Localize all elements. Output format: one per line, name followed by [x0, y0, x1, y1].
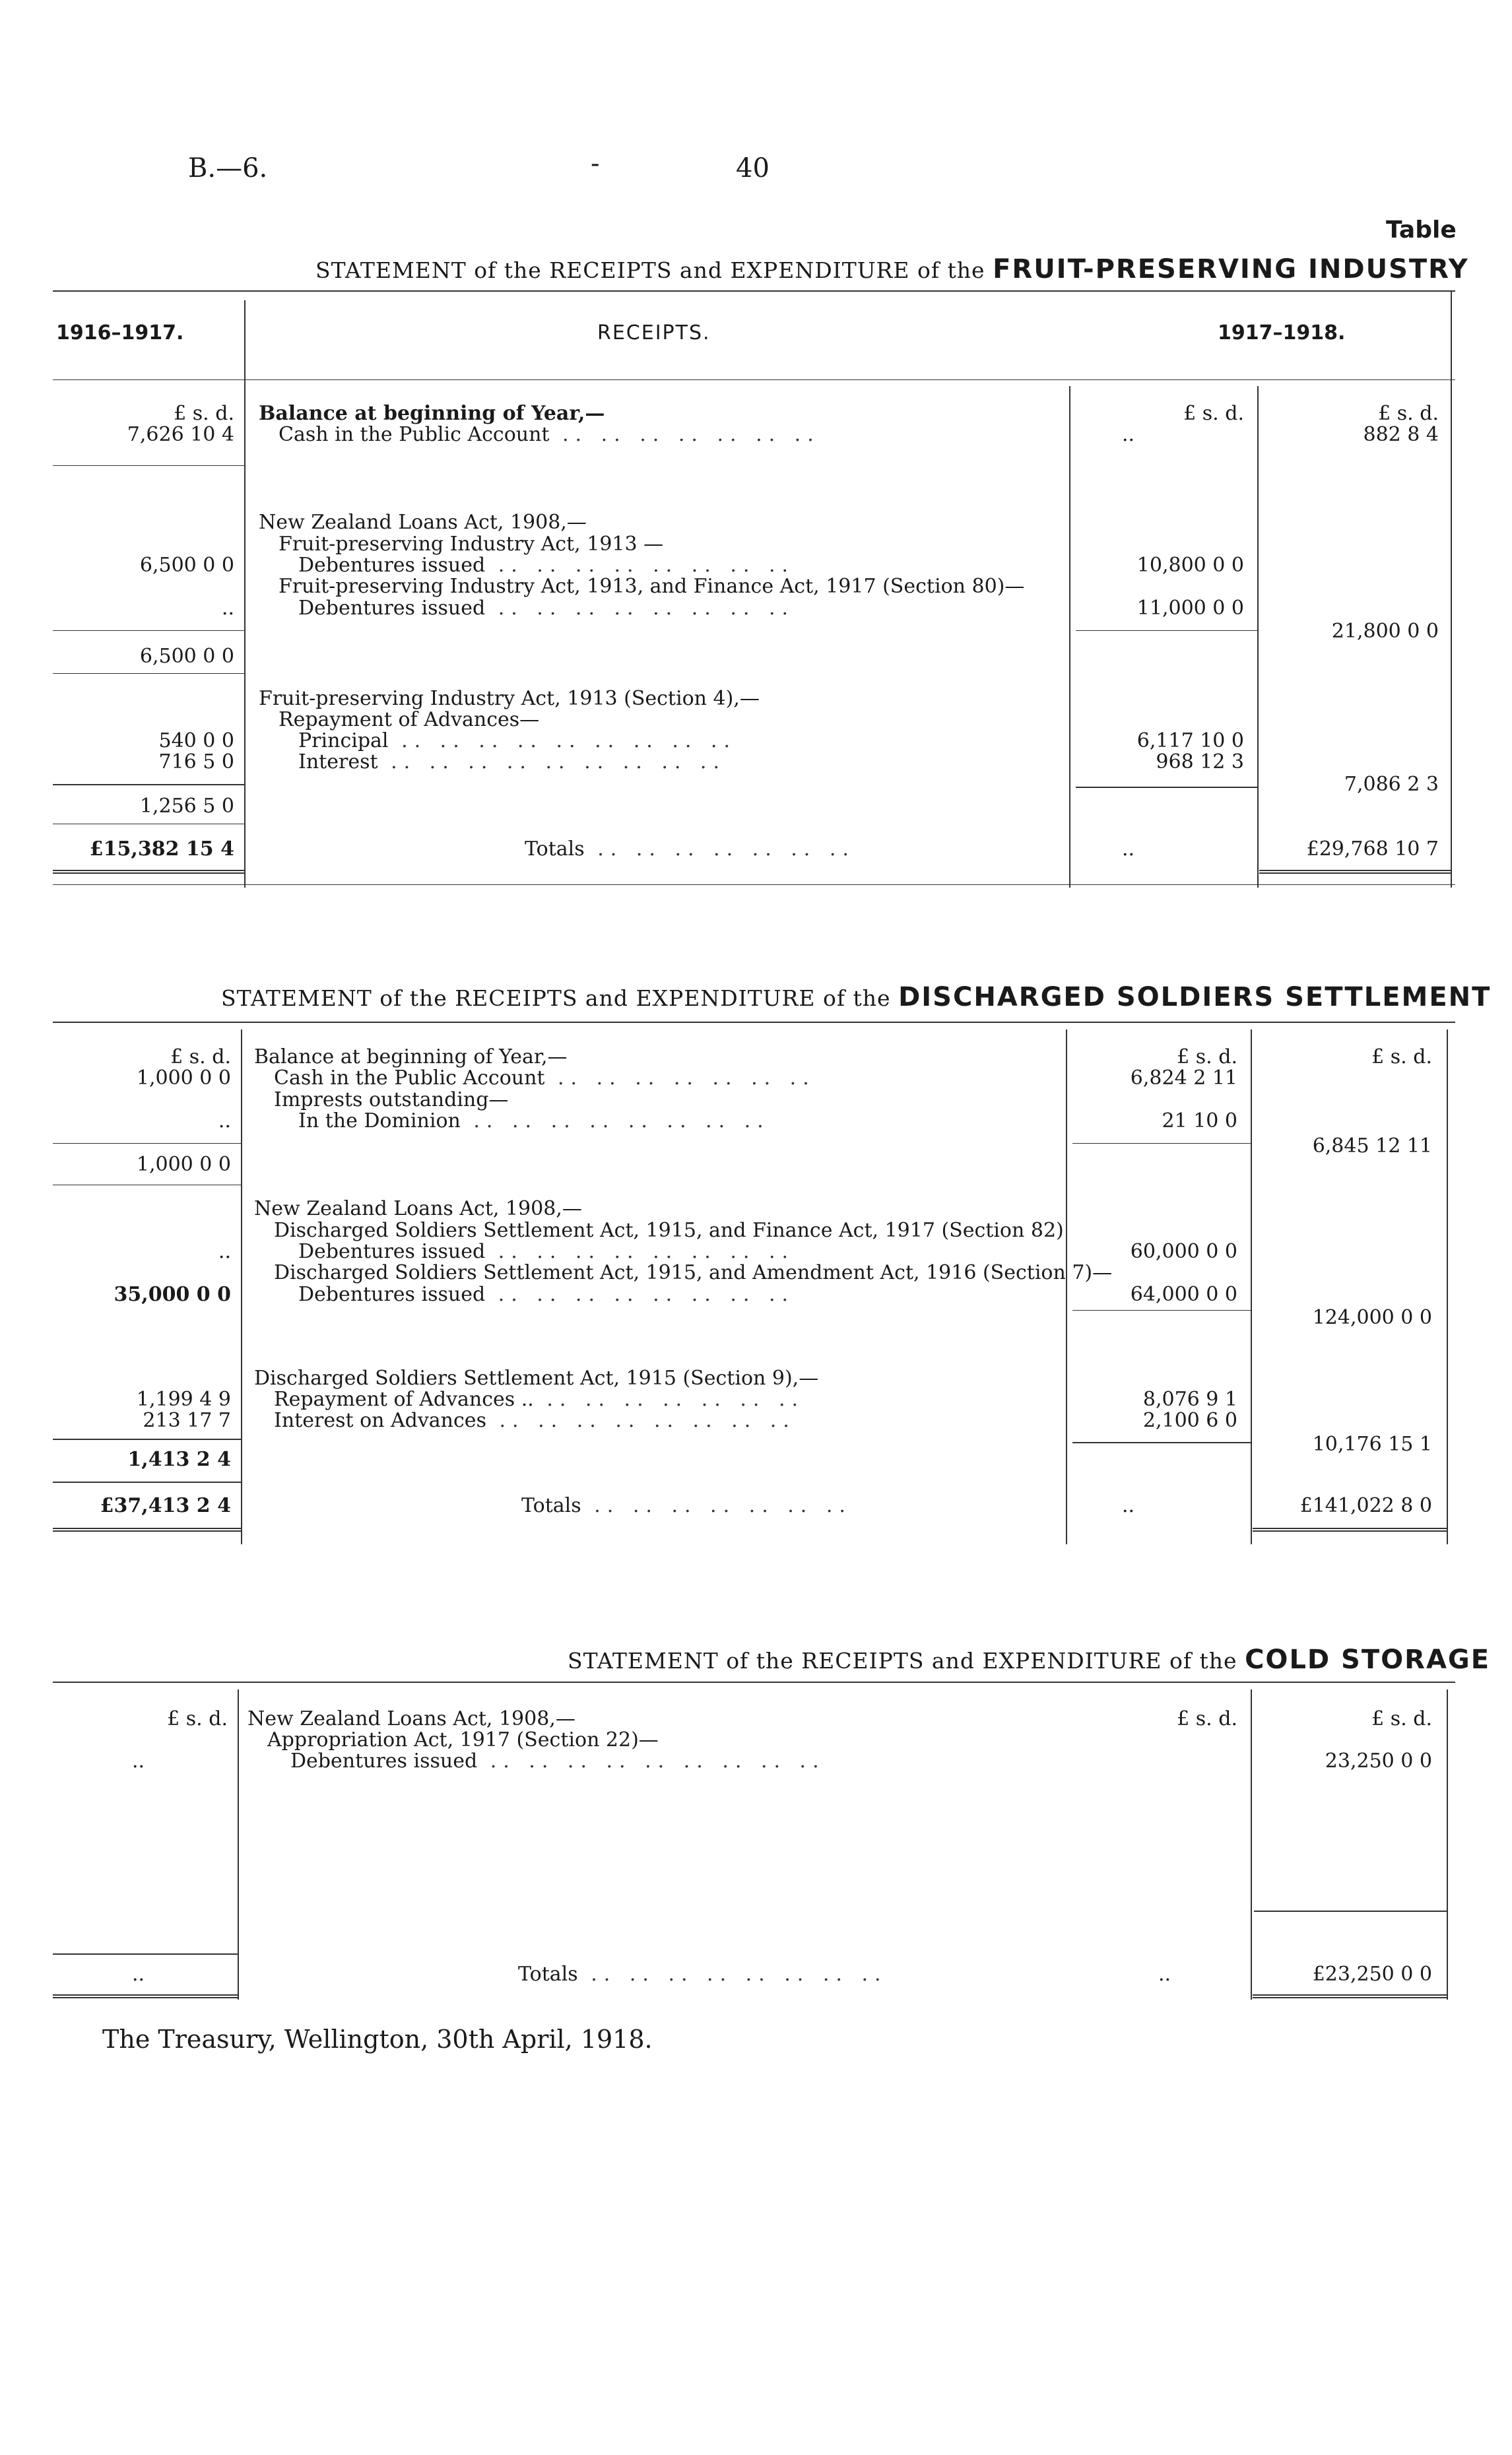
fruit-loans-sub2: Fruit-preserving Industry Act, 1913, and Finance Act, 1917 (Section 80)— — [279, 575, 1025, 598]
fruit-vline-4 — [1451, 290, 1452, 888]
fruit-deb1-label: Debentures issued .. .. .. .. .. .. .. .. — [298, 554, 795, 577]
fruit-interest-prev: 716 5 0 — [158, 750, 234, 773]
soldiers-deb1-label: Debentures issued .. .. .. .. .. .. .. .. — [298, 1240, 795, 1263]
soldiers-interest-label: Interest on Advances .. .. .. .. .. .. .. .. — [274, 1409, 796, 1432]
soldiers-repay-label: Repayment of Advances .. .. .. .. .. .. .. .. — [274, 1388, 805, 1411]
fruit-deb2-label: Debentures issued .. .. .. .. .. .. .. .. — [298, 597, 795, 620]
page-reference: B.—6. — [188, 153, 268, 183]
fruit-rule-d — [53, 784, 244, 785]
fruit-principal-detail: 6,117 10 0 — [1136, 729, 1244, 752]
cold-deb-curr: 23,250 0 0 — [1325, 1750, 1432, 1773]
soldiers-deb2-detail: 64,000 0 0 — [1130, 1283, 1237, 1306]
header-dash: - — [591, 148, 600, 179]
soldiers-vline-3 — [1251, 1030, 1252, 1544]
soldiers-balance-curr-total: 6,845 12 11 — [1312, 1134, 1432, 1158]
soldiers-totals-detail: .. — [1122, 1494, 1135, 1517]
cold-lsd-detail: £ s. d. — [1177, 1707, 1237, 1730]
soldiers-deb1-detail: 60,000 0 0 — [1130, 1240, 1237, 1263]
cold-loans-sub: Appropriation Act, 1917 (Section 22)— — [267, 1728, 659, 1751]
fruit-cash-detail: .. — [1122, 423, 1135, 446]
soldiers-repay-heading: Discharged Soldiers Settlement Act, 1915 (Section 9),— — [254, 1367, 819, 1390]
fruit-loans-prev-total: 6,500 0 0 — [139, 645, 234, 668]
fruit-rule-a — [53, 465, 244, 466]
fruit-repay-curr-total: 7,086 2 3 — [1344, 773, 1439, 796]
cold-vline-3 — [1447, 1689, 1448, 2000]
fruit-cash-label: Cash in the Public Account .. .. .. .. .. .. .. — [279, 423, 820, 446]
treasury-signature-line: The Treasury, Wellington, 30th April, 1918. — [102, 2025, 653, 2054]
fruit-header-rule — [53, 379, 1455, 380]
soldiers-balance-prev-total: 1,000 0 0 — [136, 1153, 231, 1176]
fruit-bottom-rule — [53, 884, 1455, 885]
soldiers-cash-label: Cash in the Public Account .. .. .. .. .. .. .. — [274, 1066, 816, 1090]
fruit-totals-curr: £29,768 10 7 — [1306, 837, 1439, 861]
soldiers-rule-a — [53, 1143, 241, 1144]
soldiers-loans-heading: New Zealand Loans Act, 1908,— — [254, 1197, 582, 1220]
cold-lsd-prev: £ s. d. — [167, 1707, 228, 1730]
soldiers-imprest-prev: .. — [218, 1109, 231, 1132]
fruit-col-prev: 1916–1917. — [56, 321, 184, 344]
soldiers-lsd-curr: £ s. d. — [1371, 1045, 1432, 1068]
soldiers-interest-prev: 213 17 7 — [143, 1409, 231, 1432]
page-number: 40 — [736, 153, 770, 183]
soldiers-vline-4 — [1447, 1030, 1448, 1544]
fruit-rule-c — [53, 673, 244, 674]
fruit-rule-d2 — [1076, 787, 1257, 788]
soldiers-totals-curr: £141,022 8 0 — [1299, 1494, 1432, 1517]
fruit-deb1-prev: 6,500 0 0 — [139, 554, 234, 577]
fruit-loans-curr-total: 21,800 0 0 — [1331, 620, 1439, 643]
cold-title-bold: COLD STORAGE — [1245, 1645, 1491, 1675]
fruit-col-receipts: RECEIPTS. — [597, 321, 711, 344]
fruit-totals-label: Totals .. .. .. .. .. .. .. — [525, 837, 855, 861]
soldiers-totals-prev: £37,413 2 4 — [100, 1494, 231, 1517]
fruit-repay-prev-total: 1,256 5 0 — [139, 795, 234, 818]
fruit-vline-1 — [244, 300, 246, 888]
soldiers-lsd-prev: £ s. d. — [170, 1045, 231, 1068]
fruit-deb1-detail: 10,800 0 0 — [1136, 554, 1244, 577]
cold-deb-label: Debentures issued .. .. .. .. .. .. .. .. .. — [290, 1750, 826, 1773]
fruit-curr-balance: 882 8 4 — [1363, 423, 1439, 446]
fruit-loans-heading: New Zealand Loans Act, 1908,— — [259, 511, 587, 534]
cold-totals-label: Totals .. .. .. .. .. .. .. .. — [518, 1963, 888, 1986]
fruit-totals-detail: .. — [1122, 837, 1135, 861]
soldiers-vline-2 — [1066, 1030, 1067, 1544]
fruit-title-lead: STATEMENT of the RECEIPTS and EXPENDITURE of the — [315, 257, 985, 283]
fruit-lsd-curr: £ s. d. — [1378, 402, 1439, 425]
soldiers-cash-detail: 6,824 2 11 — [1130, 1066, 1237, 1090]
soldiers-rule-d2 — [1072, 1442, 1251, 1443]
cold-lsd-curr: £ s. d. — [1371, 1707, 1432, 1730]
cold-rule-b — [53, 1953, 238, 1955]
soldiers-lsd-detail: £ s. d. — [1177, 1045, 1237, 1068]
soldiers-totals-rule-curr — [1253, 1528, 1447, 1532]
cold-totals-prev: .. — [132, 1963, 145, 1986]
fruit-repay-sub: Repayment of Advances— — [279, 708, 540, 731]
fruit-rule-b2 — [1076, 630, 1257, 631]
fruit-totals-rule-prev — [53, 870, 244, 874]
soldiers-imprest-label: In the Dominion .. .. .. .. .. .. .. .. — [298, 1109, 770, 1132]
fruit-col-curr: 1917–1918. — [1218, 321, 1346, 344]
cold-totals-rule-curr — [1253, 1994, 1447, 1998]
cold-vline-1 — [238, 1689, 239, 2000]
soldiers-rule-c — [1072, 1310, 1251, 1311]
soldiers-totals-rule-prev — [53, 1528, 241, 1532]
fruit-title-bold: FRUIT-PRESERVING INDUSTRY — [993, 254, 1469, 284]
cold-totals-detail: .. — [1158, 1963, 1171, 1986]
fruit-rule-b — [53, 630, 244, 631]
cold-title — [568, 1645, 1490, 1675]
soldiers-cash-prev: 1,000 0 0 — [136, 1066, 231, 1090]
fruit-top-rule — [53, 290, 1455, 292]
soldiers-title-bold: DISCHARGED SOLDIERS SETTLEMENT — [898, 982, 1492, 1012]
cold-deb-prev: .. — [132, 1750, 145, 1773]
soldiers-deb1-prev: .. — [218, 1240, 231, 1263]
soldiers-repay-prev-total: 1,413 2 4 — [127, 1448, 231, 1471]
soldiers-rule-d — [53, 1439, 241, 1440]
soldiers-loans-sub2: Discharged Soldiers Settlement Act, 1915, and Amendment Act, 1916 (Section 7)— — [274, 1261, 1113, 1284]
soldiers-rule-e — [53, 1482, 241, 1483]
fruit-title — [315, 254, 1469, 284]
fruit-vline-2 — [1069, 386, 1070, 888]
soldiers-repay-detail: 8,076 9 1 — [1142, 1388, 1237, 1411]
fruit-deb2-detail: 11,000 0 0 — [1136, 597, 1244, 620]
fruit-lsd-detail: £ s. d. — [1183, 402, 1244, 425]
cold-totals-curr: £23,250 0 0 — [1312, 1963, 1432, 1986]
fruit-repay-heading: Fruit-preserving Industry Act, 1913 (Section 4),— — [259, 687, 760, 710]
soldiers-repay-curr-total: 10,176 15 1 — [1312, 1433, 1432, 1456]
cold-loans-heading: New Zealand Loans Act, 1908,— — [247, 1707, 575, 1730]
fruit-interest-detail: 968 12 3 — [1156, 750, 1244, 773]
fruit-principal-prev: 540 0 0 — [158, 729, 234, 752]
soldiers-vline-1 — [241, 1030, 242, 1544]
soldiers-interest-detail: 2,100 6 0 — [1142, 1409, 1237, 1432]
table-label: Table — [1386, 216, 1457, 244]
fruit-lsd-prev: £ s. d. — [174, 402, 234, 425]
soldiers-top-rule — [53, 1022, 1455, 1023]
fruit-balance-heading: Balance at beginning of Year,— — [259, 402, 605, 425]
cold-vline-2 — [1251, 1689, 1252, 2000]
fruit-totals-prev: £15,382 15 4 — [89, 837, 234, 861]
cold-top-rule — [53, 1682, 1455, 1683]
soldiers-loans-sub1: Discharged Soldiers Settlement Act, 1915, and Finance Act, 1917 (Section 82) — [274, 1219, 1064, 1242]
soldiers-totals-label: Totals .. .. .. .. .. .. .. — [521, 1494, 852, 1517]
soldiers-title — [221, 982, 1491, 1012]
soldiers-rule-a2 — [1072, 1143, 1251, 1144]
fruit-vline-3 — [1257, 386, 1259, 888]
soldiers-deb2-label: Debentures issued .. .. .. .. .. .. .. .. — [298, 1283, 795, 1306]
soldiers-balance-heading: Balance at beginning of Year,— — [254, 1045, 568, 1068]
soldiers-deb2-prev: 35,000 0 0 — [114, 1283, 231, 1306]
soldiers-imprest-heading: Imprests outstanding— — [274, 1088, 509, 1111]
soldiers-repay-prev: 1,199 4 9 — [136, 1388, 231, 1411]
cold-title-lead: STATEMENT of the RECEIPTS and EXPENDITURE of the — [568, 1648, 1237, 1674]
cold-totals-rule-prev — [53, 1994, 238, 1998]
fruit-principal-label: Principal .. .. .. .. .. .. .. .. .. — [298, 729, 737, 752]
soldiers-loans-curr-total: 124,000 0 0 — [1312, 1306, 1432, 1329]
fruit-prev-balance: 7,626 10 4 — [127, 423, 234, 446]
fruit-totals-rule-curr — [1259, 870, 1451, 874]
fruit-interest-label: Interest .. .. .. .. .. .. .. .. .. — [298, 750, 727, 773]
fruit-loans-sub1: Fruit-preserving Industry Act, 1913 — — [279, 533, 664, 556]
soldiers-title-lead: STATEMENT of the RECEIPTS and EXPENDITURE of the — [221, 985, 891, 1011]
soldiers-imprest-detail: 21 10 0 — [1162, 1109, 1237, 1132]
fruit-deb2-prev: .. — [221, 597, 234, 620]
cold-rule-a — [1254, 1911, 1447, 1912]
